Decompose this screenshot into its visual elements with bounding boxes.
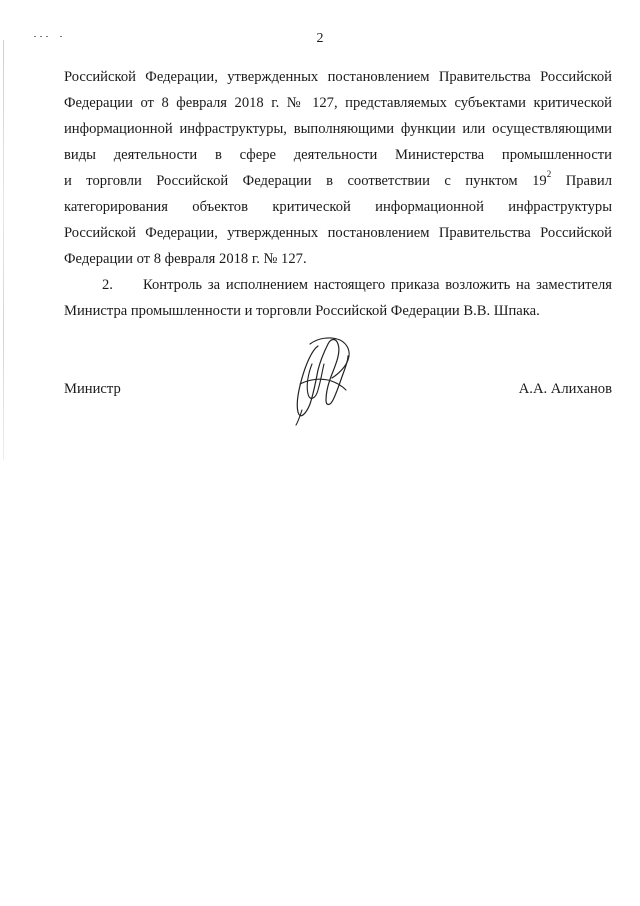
handwritten-signature: [288, 334, 354, 426]
paragraph-1-line-6: категорирования объектов критической информационной инфраструктуры: [64, 199, 612, 215]
paragraph-2-line-1: [64, 272, 612, 298]
paragraph-1-line-2: Федерации от 8 февраля 2018 г. № 127, представляемых субъектами критической: [64, 95, 612, 111]
paragraph-2-line-1-text: Контроль за исполнением настоящего приказа возложить на заместителя: [143, 277, 612, 293]
paragraph-1-line-3: информационной инфраструктуры, выполняющими функции или осуществляющими: [64, 121, 612, 137]
paragraph-1-line-7: Российской Федерации, утвержденных постановлением Правительства Российской: [64, 225, 612, 241]
paragraph-2-number: 2.: [102, 277, 113, 293]
paragraph-1-line-5-text: и торговли Российской Федерации в соответствии с пунктом 19: [64, 173, 547, 189]
paragraph-1-line-4: виды деятельности в сфере деятельности Министерства промышленности: [64, 147, 612, 163]
paragraph-1-line-5-tail: Правил: [551, 173, 612, 189]
body-text: [64, 64, 612, 324]
paragraph-2-line-2: Министра промышленности и торговли Российской Федерации В.В. Шпака.: [64, 303, 540, 319]
scan-edge-line: [3, 40, 4, 460]
signatory-name: А.А. Алиханов: [518, 381, 612, 397]
footnote-superscript: 2: [546, 169, 552, 180]
signatory-position: Министр: [64, 381, 121, 397]
paragraph-1-line-1: Российской Федерации, утвержденных постановлением Правительства Российской: [64, 69, 612, 85]
page-number: 2: [316, 31, 324, 46]
paragraph-1-line-8: Федерации от 8 февраля 2018 г. № 127.: [64, 251, 307, 267]
paragraph-1-line-5: [64, 168, 612, 194]
